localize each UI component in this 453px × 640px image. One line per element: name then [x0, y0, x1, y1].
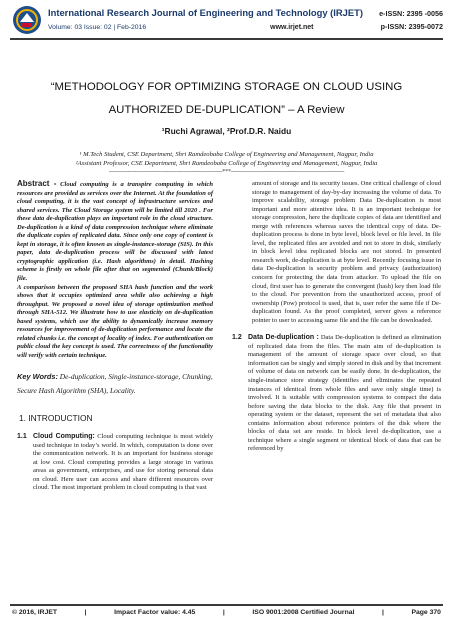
volume-issue: Volume: 03 Issue: 02 | Feb-2016: [48, 24, 147, 31]
e-issn: e-ISSN: 2395 -0056: [379, 9, 443, 18]
journal-header: [0, 0, 453, 42]
subsection-text: Cloud computing technique is most widely used technique in today’s world. In which, computation is done over the communication network. It is an important for business storage at low cost. Cloud computing provides a large storage in various areas as government, enterprises, and use for storing personal data on cloud. Here user can access and share different resources over cloud. The most important problem in cloud computing is that vast: [33, 433, 213, 492]
keywords-block: [17, 370, 213, 398]
keywords-label: Key Words:: [17, 372, 58, 382]
right-paragraph: amount of storage and its security issues. One critical challenge of cloud storage to management of day-by-day increasing the volume of data. To improve scalability, storage problem Data De-duplication is most important and more attentive idea. It is an important technique for storage compression, here the duplicate copies of data are identified and merge with references whereas saves the identical copy of data. De-duplication process is done in byte level, block level or file level. In file level, the replicated files are avoided and not to store in disk, similarly in block level idea replicated blocks are not stored. In presented research work, de-duplication is at byte level. Recently focusing issue in data De-duplication is security problem and privacy (authorization) concern for protecting the data from attacker. To upload the file on cloud, first user has to generate the convergent (hash) key then load file to the cloud. For prevention from the unauthorized access, proof of ownership (Pow) protocol is used, that is, user refer the same file if De-duplication found. As the proof completed, server gives a reference pointer to user to accessing same file and the file can be downloaded.: [252, 180, 441, 324]
subsection-data-deduplication: [232, 334, 441, 454]
subsection-label: Cloud Computing:: [33, 433, 95, 441]
footer-impact-factor: Impact Factor value: 4.45: [114, 609, 196, 616]
header-divider: [10, 38, 443, 40]
abstract-block: [17, 180, 213, 284]
left-column: [17, 180, 213, 493]
keywords-text: De-duplication, Single-instance-storage, Chunking, Secure Hash Algorithm (SHA), Locality.: [17, 372, 213, 396]
paper-authors: ¹Ruchi Agrawal, ²Prof.D.R. Naidu: [161, 126, 292, 136]
paper-title-line1: “METHODOLOGY FOR OPTIMIZING STORAGE ON CLOUD USING: [50, 81, 403, 93]
section-heading-introduction: 1. INTRODUCTION: [19, 413, 93, 424]
paper-title: [20, 76, 433, 122]
right-column: [232, 180, 441, 454]
subsection-cloud-computing: [17, 433, 213, 493]
section-separator: --------------------------------------------------------------***--------------------------------------------------------------: [108, 168, 345, 175]
p-issn: p-ISSN: 2395-0072: [380, 22, 443, 31]
footer-separator: |: [84, 609, 87, 616]
footer-page-number: Page 370: [411, 609, 441, 616]
subsection-number: 1.2: [232, 334, 242, 342]
footer-divider: [10, 604, 443, 606]
subsection-label: Data De-duplication :: [248, 334, 319, 342]
paper-title-line2: AUTHORIZED DE-DUPLICATION” – A Review: [108, 104, 345, 116]
affiliation-1: ¹ M.Tech Student, CSE Department, Shri Ramdeobaba College of Engineering and Management, Nagpur, India: [79, 151, 374, 158]
abstract-paragraph-2: A comparison between the proposed SHA hash function and the work shows that it occupies optimized area while also achieving a high throughput. We proposed a novel idea of storage optimization method through SHA-512. We illustrate how to use elasticity on de-duplication based systems, which use the ability to dynamically increase memory resources for improvement of de-duplication performance and locate the related chunks i.e. the concept of locality of index. For authentication on public cloud the key concept is used. The correctness of the functionality will verify with certain technique.: [17, 283, 213, 359]
journal-name: International Research Journal of Engineering and Technology (IRJET): [48, 7, 363, 18]
footer-separator: |: [222, 609, 225, 616]
irjet-logo-icon: [12, 5, 42, 35]
footer-iso: ISO 9001:2008 Certified Journal: [252, 609, 355, 616]
abstract-paragraph-1: Cloud computing is a transpire computing in which resources are provided as services over the Internet. At the foundation of cloud computing, it is the vast concept of infrastructure services and shared services. The Cloud Storage system will be limited till 2020 . For these data de-duplication plays an important role in the cloud structure. De-duplication is a kind of data compression technique where eliminate the duplicate copies of replicated data. Since only one copy of content is kept in storage, it is often known as single-instance-storage (SIS). In this paper, data de-duplication process will be discussed with latest cryptographic application (i.e. Hash algorithms) in detail. Hashing scheme is firstly on whole file after that on segmented (Chunk/Block) file.: [17, 181, 214, 283]
journal-website-link[interactable]: www.irjet.net: [270, 24, 314, 31]
footer-copyright: © 2016, IRJET: [12, 609, 58, 616]
affiliation-2: ²Assistant Professor, CSE Department, Shri Ramdeobaba College of Engineering and Management, Nagpur, India: [75, 160, 378, 167]
subsection-number: 1.1: [17, 433, 27, 441]
subsection-text: Data De-duplication is defined as elimination of replicated data from the files. The main aim of de-duplication is management of the amount of storage space over cloud, so that information can be singly and simply stored in disk and by that increment of volume of data on network can be easily done. In de-duplication, the single-instance store strategy (identifies and eliminates the repeated instances of identical from whole files and save only single time) is involved. It is suitable with compression systems to compact the data before saving the data blocks to the disk. Any file that present in operating system or the dataset, represent the set of metadata that also contains information about reference pointers of the disk where the blocks of data set are reside. In block level de-duplication, use a technique where a single segment or identical block of data that can be referenced by: [248, 334, 441, 453]
page-footer: [12, 609, 441, 616]
abstract-label: Abstract -: [17, 179, 57, 188]
footer-separator: |: [381, 609, 384, 616]
